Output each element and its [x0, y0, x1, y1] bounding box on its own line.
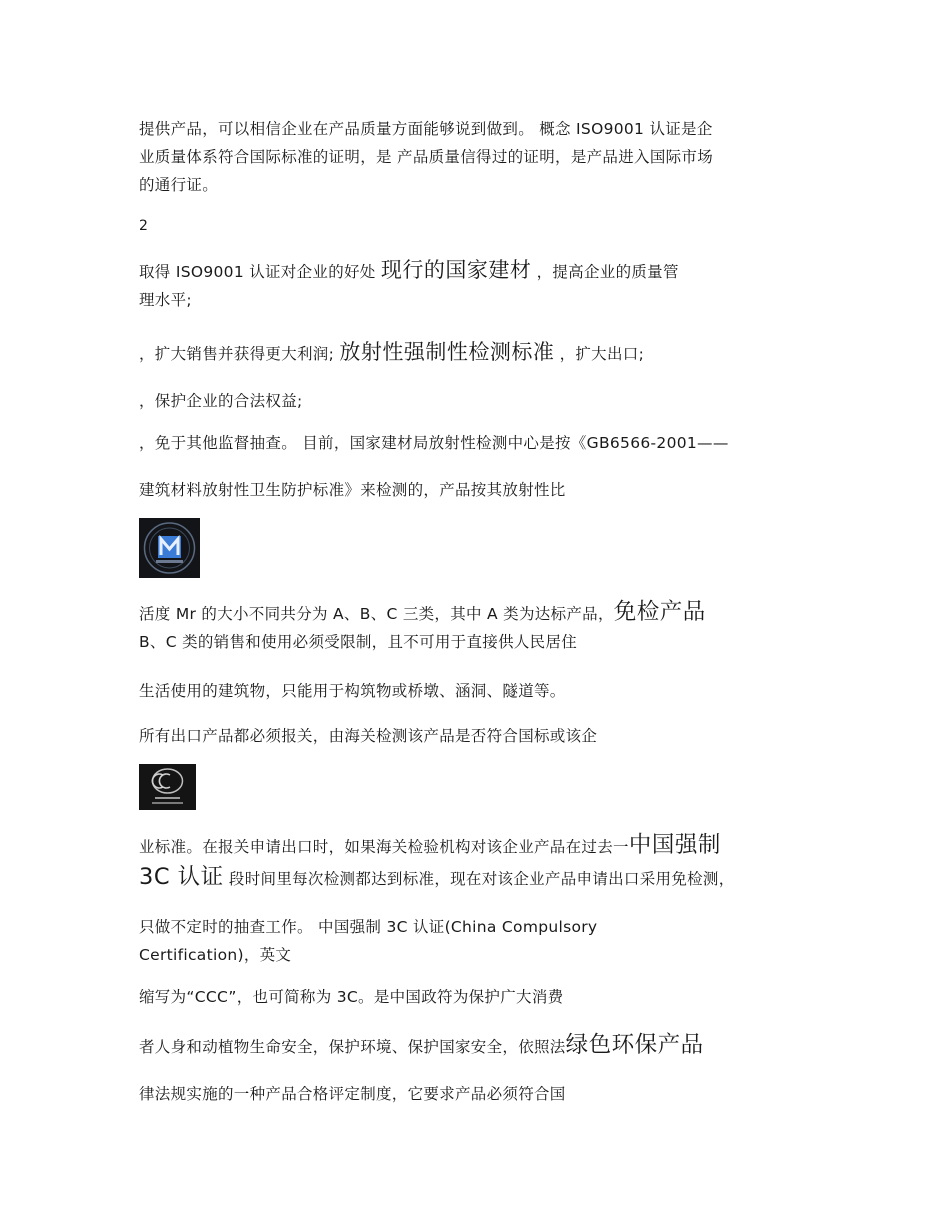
paragraph-usage-limits: 生活使用的建筑物，只能用于构筑物或桥墩、涵洞、隧道等。: [139, 682, 566, 700]
paragraph-protect-rights: ，保护企业的合法权益;: [139, 392, 303, 410]
paragraph-ccc-definition: [139, 913, 597, 969]
paragraph-iso-intro: [139, 115, 713, 199]
page-number: 2: [139, 218, 149, 234]
text-line: Certification)，英文: [139, 946, 292, 964]
paragraph-expand-sales: [139, 338, 644, 368]
ccc-certification-logo-icon: [139, 764, 196, 810]
text-run: 取得 ISO9001 认证对企业的好处: [139, 263, 381, 281]
heading-inline: 现行的国家建材: [380, 258, 532, 282]
paragraph-iso-benefits: [139, 256, 679, 314]
heading-inline: 中国强制: [628, 832, 721, 858]
paragraph-export-customs: 所有出口产品都必须报关，由海关检测该产品是否符合国标或该企: [139, 727, 598, 745]
certification-logo-m-icon: [139, 518, 200, 578]
paragraph-classification: [139, 598, 706, 656]
heading-inline: 绿色环保产品: [565, 1032, 704, 1058]
text-run: ，扩大销售并获得更大利润;: [139, 345, 340, 363]
text-line: 只做不定时的抽查工作。 中国强制 3C 认证(China Compulsory: [139, 918, 598, 936]
text-line: 提供产品，可以相信企业在产品质量方面能够说到做到。 概念 ISO9001 认证是企: [139, 120, 713, 138]
paragraph-export-exemption: [139, 830, 735, 894]
text-run: 段时间里每次检测都达到标准，现在对该企业产品申请出口采用免检测，: [223, 870, 735, 888]
paragraph-radioactivity-standard: 建筑材料放射性卫生防护标准》来检测的，产品按其放射性比: [139, 481, 566, 499]
paragraph-exempt-inspection: ，免于其他监督抽查。 目前，国家建材局放射性检测中心是按《GB6566-2001——: [139, 434, 729, 452]
text-line: [139, 830, 735, 862]
text-line: [139, 598, 706, 628]
paragraph-ccc-system: 律法规实施的一种产品合格评定制度，它要求产品必须符合国: [139, 1085, 566, 1103]
text-line: 的通行证。: [139, 176, 219, 194]
heading-inline: 免检产品: [613, 599, 706, 625]
paragraph-ccc-abbreviation: 缩写为“CCC”，也可简称为 3C。是中国政符为保护广大消费: [139, 988, 564, 1006]
heading-inline: 3C 认证: [139, 864, 224, 890]
text-line: 业质量体系符合国际标准的证明，是 产品质量信得过的证明，是产品进入国际市场: [139, 148, 714, 166]
text-run: ，提高企业的质量管: [531, 263, 679, 281]
text-line: 理水平;: [139, 291, 192, 309]
heading-inline: 放射性强制性检测标准: [339, 340, 555, 364]
paragraph-ccc-purpose: [139, 1031, 704, 1061]
text-run: 者人身和动植物生命安全，保护环境、保护国家安全，依照法: [139, 1038, 566, 1056]
text-run: ，扩大出口;: [554, 345, 645, 363]
text-line: [139, 256, 679, 286]
text-run: 活度 Mr 的大小不同共分为 A、B、C 三类，其中 A 类为达标产品，: [139, 605, 614, 623]
text-run: 业标准。在报关申请出口时，如果海关检验机构对该企业产品在过去一: [139, 838, 629, 856]
text-line: B、C 类的销售和使用必须受限制，且不可用于直接供人民居住: [139, 633, 578, 651]
text-line: [139, 862, 735, 894]
